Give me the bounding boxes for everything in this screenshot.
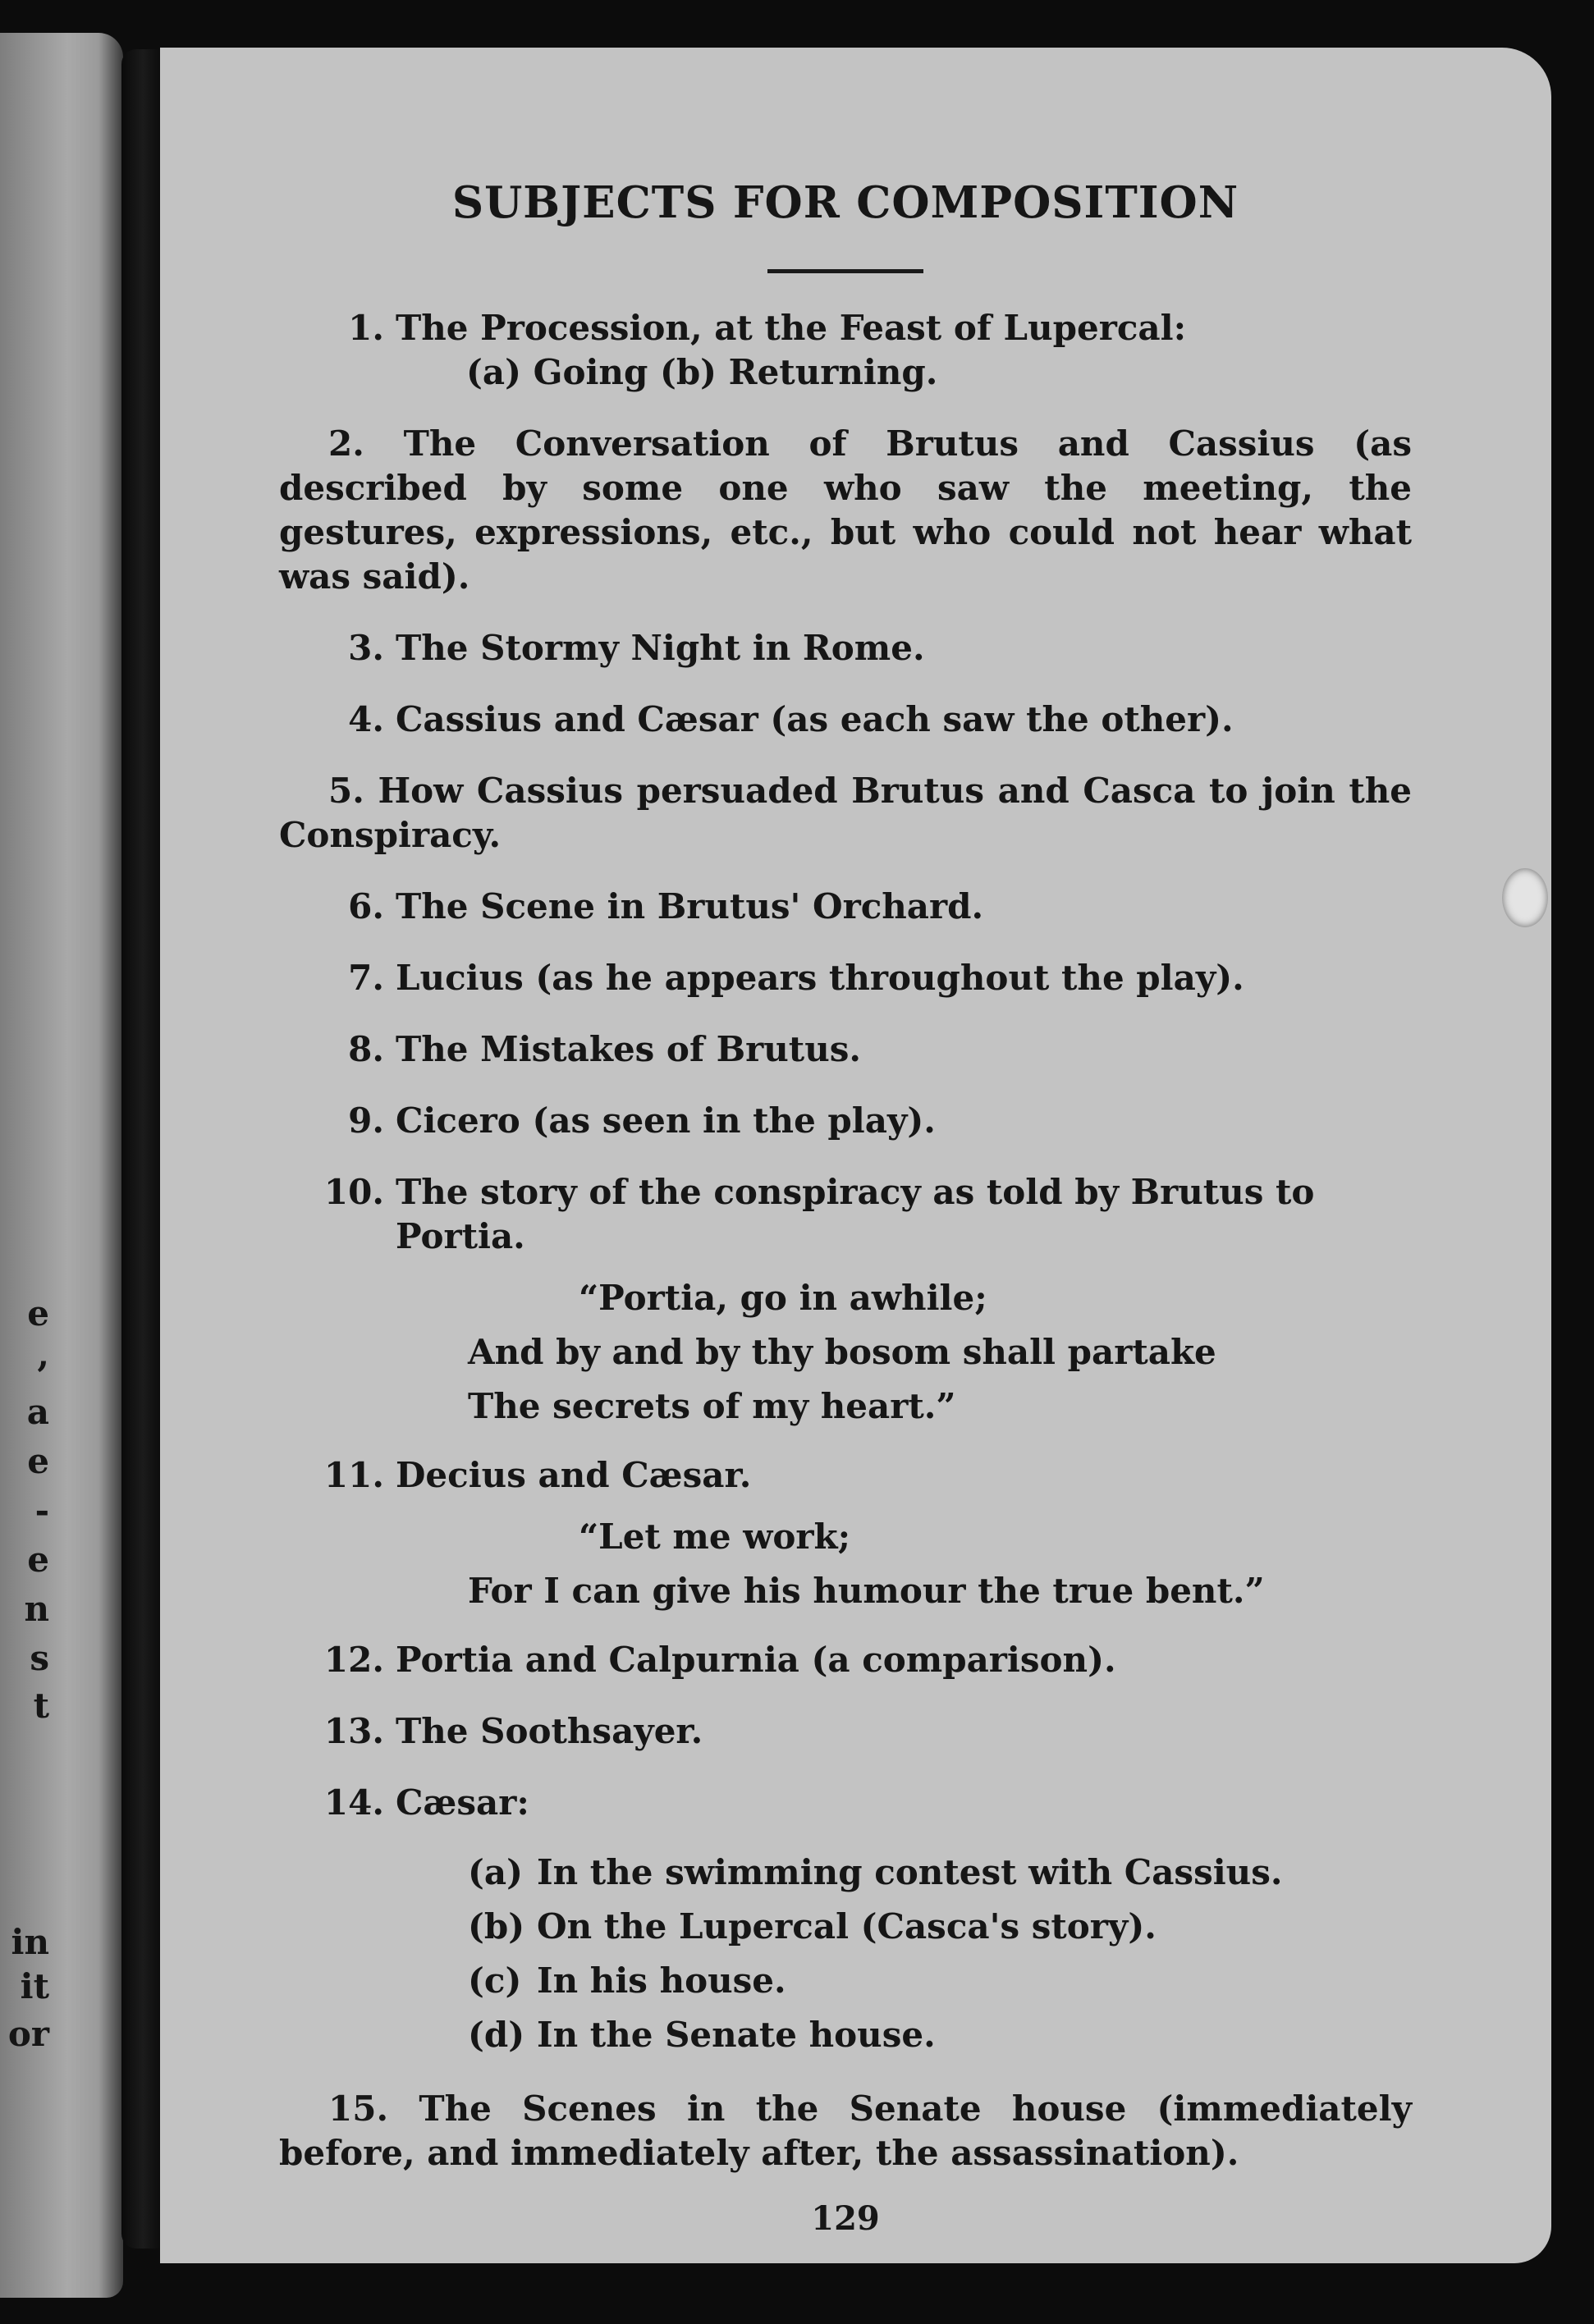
quote-line: “Let me work; [579,1517,851,1558]
list-item [279,1099,1412,1143]
facing-page-fragment: e [27,1293,49,1334]
item-number: 4. [348,699,384,740]
list-item [279,885,1412,929]
list-item [279,1781,1412,1825]
page-content [279,179,1412,2238]
item-number: 1. [348,308,384,349]
sub-text: On the Lupercal (Casca's story). [537,1906,1157,1947]
sub-text: In his house. [537,1960,786,2001]
item-number: 15. [328,2088,389,2130]
quote-line: For I can give his humour the true bent.” [468,1571,1265,1612]
list-item [279,1170,1412,1259]
item-text: The Procession, at the Feast of Lupercal: [396,308,1187,349]
title-rule [767,269,923,273]
item-number: 9. [348,1100,384,1141]
list-item [279,306,1412,350]
list-item [279,626,1412,670]
list-item [279,769,1412,858]
list-item [279,1027,1412,1072]
item-text: The Stormy Night in Rome. [396,628,925,669]
list-item [279,1638,1412,1682]
list-item [279,1453,1412,1498]
facing-page-edge [0,33,123,2298]
quote-line: “Portia, go in awhile; [579,1278,987,1319]
item-number: 10. [323,1172,384,1213]
list-item [279,1709,1412,1754]
quotation [279,1271,1412,1434]
page-damage-spot [1502,868,1548,927]
quote-line: And by and by thy bosom shall partake [468,1332,1216,1373]
sub-text: In the Senate house. [537,2015,936,2056]
quote-line: The secrets of my heart.” [468,1386,956,1427]
item-number: 7. [348,958,384,999]
item-text: The Scenes in the Senate house (immediately before, and immediately after, the assassination). [279,2088,1413,2174]
sub-list-item [279,1954,1412,2008]
facing-page-fragment: n [24,1589,49,1629]
item-number: 12. [323,1640,384,1681]
sub-list-item [279,1900,1412,1954]
item-text: The Conversation of Brutus and Cassius (as described by some one who saw the meeting, the gestures, expressions, etc., but who could not hear what was said). [279,423,1413,597]
item-number: 6. [348,886,384,927]
item-number: 2. [328,423,364,464]
quotation [279,1510,1412,1618]
book-page [160,48,1551,2263]
facing-page-fragment: s [30,1638,49,1678]
item-number: 14. [323,1782,384,1823]
item-text: Portia and Calpurnia (a comparison). [396,1640,1116,1681]
facing-page-fragment: e [27,1441,49,1481]
list-item [279,422,1412,599]
item-text: Decius and Cæsar. [396,1455,752,1496]
item-text: Cæsar: [396,1782,529,1823]
facing-page-fragment: or [7,2014,49,2054]
item-number: 11. [323,1455,384,1496]
facing-page-fragment: , [37,1334,49,1375]
item-number: 13. [323,1711,384,1752]
item-sub-text: (a) Going (b) Returning. [466,352,938,393]
facing-page-fragment: e [27,1539,49,1580]
page-title: SUBJECTS FOR COMPOSITION [451,177,1239,228]
facing-page-fragment: it [20,1966,49,2006]
item-text: The Soothsayer. [396,1711,703,1752]
sub-text: In the swimming contest with Cassius. [537,1852,1283,1893]
item-number: 5. [328,771,364,812]
item-number: 8. [348,1029,384,1070]
list-item [279,2087,1412,2175]
sub-list-item [279,2008,1412,2062]
list-item [279,956,1412,1000]
item-text: Lucius (as he appears throughout the play). [396,958,1244,999]
page-number: 129 [811,2199,880,2239]
sub-letter: (c) [468,1960,522,2001]
item-text: The Mistakes of Brutus. [396,1029,861,1070]
item-text: Cicero (as seen in the play). [396,1100,936,1141]
facing-page-fragment: a [26,1392,49,1432]
item-text: Cassius and Cæsar (as each saw the other). [396,699,1234,740]
list-item [279,698,1412,742]
facing-page-fragment: - [34,1490,49,1530]
item-text: The story of the conspiracy as told by Brutus to Portia. [396,1172,1315,1257]
facing-page-fragment: t [33,1686,49,1726]
facing-page-fragment: in [11,1922,49,1962]
sub-list-item [279,1846,1412,1900]
sub-letter: (a) [468,1852,523,1893]
item-subline [279,350,1412,395]
sub-list [279,1846,1412,2062]
sub-letter: (b) [468,1906,525,1947]
item-text: How Cassius persuaded Brutus and Casca to join the Conspiracy. [279,771,1412,856]
item-number: 3. [348,628,384,669]
item-text: The Scene in Brutus' Orchard. [396,886,984,927]
sub-letter: (d) [468,2015,525,2056]
